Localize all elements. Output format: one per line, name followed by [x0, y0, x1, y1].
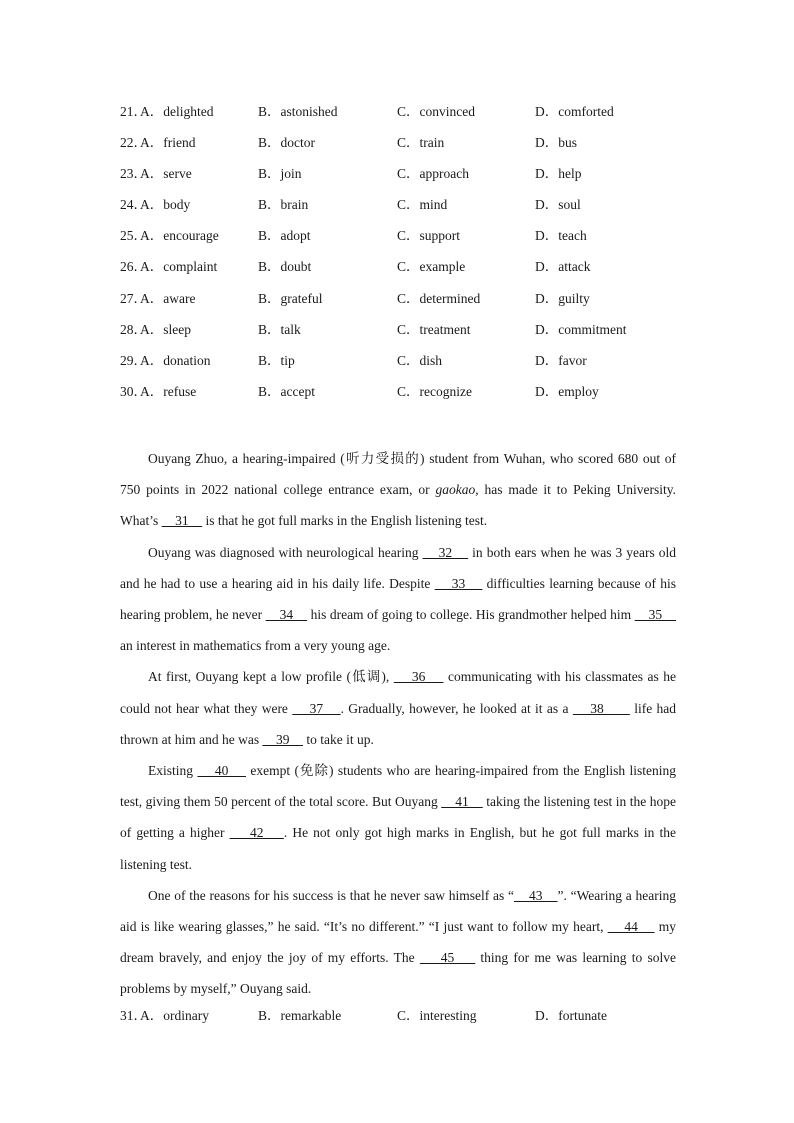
question-number: 29． [120, 352, 147, 368]
text: to take it up. [302, 731, 374, 747]
option-c: C．approach [397, 166, 469, 182]
question-number: 31． [120, 1008, 147, 1023]
text: exempt (免除) students who are hearing-impaired from the English listening test, giving them 50 percent of the total score. But Ouyang [120, 763, 676, 810]
text: communicating with his classmates as he could not hear what they were [120, 669, 677, 716]
gaokao-italic: gaokao [435, 482, 476, 498]
blank-32: 32 [422, 544, 469, 560]
text: ”. “Wearing a hearing aid is like wearing glasses,” he said. “It’s no different.” “I just want to follow my heart, [120, 887, 677, 935]
question-number: 30． [120, 383, 147, 399]
option-d: D．employ [535, 383, 599, 399]
cloze-passage [120, 443, 676, 1005]
question-number: 21． [120, 104, 147, 119]
option-row-22 [120, 132, 700, 163]
text: difficulties learning because of his hearing problem, he never [120, 575, 676, 623]
blank-44: 44 [607, 919, 655, 935]
option-b: B．doctor [258, 135, 315, 151]
text: in both ears when he was 3 years old and he had to use a hearing aid in his daily life. Despite [120, 544, 676, 591]
question-number: 28． [120, 321, 147, 337]
option-row-28 [120, 319, 700, 350]
blank-38: 38 [572, 700, 630, 716]
text: life had thrown at him and he was [120, 700, 677, 747]
option-row-31 [120, 1005, 700, 1036]
option-row-21 [120, 101, 700, 132]
option-b: B．accept [258, 383, 315, 399]
blank-40: 40 [197, 763, 246, 779]
option-a: A．sleep [140, 321, 191, 337]
option-row-24 [120, 194, 700, 225]
option-c: C．interesting [397, 1008, 477, 1023]
paragraph-5 [120, 880, 676, 1005]
option-c: C．treatment [397, 321, 471, 337]
option-d: D．guilty [535, 290, 590, 306]
option-b: B．remarkable [258, 1008, 342, 1023]
blank-37: 37 [292, 700, 341, 716]
blank-39: 39 [262, 731, 303, 747]
text: At first, Ouyang kept a low profile (低调), [148, 669, 394, 685]
option-d: D．attack [535, 259, 591, 275]
blank-33: 33 [434, 575, 483, 591]
option-d: D．comforted [535, 104, 614, 119]
option-d: D．teach [535, 228, 587, 244]
text: One of the reasons for his success is that he never saw himself as “ [148, 887, 514, 903]
option-b: B．doubt [258, 259, 312, 275]
options-list-21-30 [120, 101, 700, 412]
text: an interest in mathematics from a very young age. [120, 638, 391, 654]
question-number: 23． [120, 166, 147, 182]
option-c: C．train [397, 135, 445, 151]
text: , has made it to Peking University. What’s [120, 482, 676, 529]
option-b: B．tip [258, 352, 295, 368]
option-a: A．aware [140, 290, 196, 306]
option-b: B．join [258, 166, 302, 182]
option-row-27 [120, 288, 700, 319]
option-b: B．adopt [258, 228, 311, 244]
blank-34: 34 [265, 607, 308, 623]
option-row-29 [120, 350, 700, 381]
option-d: D．fortunate [535, 1008, 607, 1023]
blank-42: 42 [229, 825, 284, 841]
text: my dream bravely, and enjoy the joy of my efforts. The [120, 919, 676, 966]
option-a: A．delighted [140, 104, 214, 119]
text: Existing [148, 763, 198, 779]
option-b: B．talk [258, 321, 301, 337]
option-d: D．bus [535, 135, 578, 151]
blank-43: 43 [513, 887, 558, 903]
question-number: 22． [120, 135, 147, 151]
option-c: C．example [397, 259, 466, 275]
option-b: B．astonished [258, 104, 338, 119]
option-b: B．grateful [258, 290, 323, 306]
option-a: A．ordinary [140, 1008, 209, 1023]
text: his dream of going to college. His grandmother helped him [307, 607, 635, 623]
text: thing for me was learning to solve problems by myself,” Ouyang said. [120, 950, 677, 997]
option-c: C．convinced [397, 104, 475, 119]
blank-31: 31 [161, 513, 203, 529]
paragraph-3 [120, 661, 676, 755]
option-b: B．brain [258, 197, 309, 213]
text: . Gradually, however, he looked at it as a [340, 700, 573, 716]
blank-41: 41 [441, 794, 483, 810]
option-a: A．donation [140, 352, 211, 368]
text: is that he got full marks in the English listening test. [202, 513, 488, 529]
option-a: A．complaint [140, 259, 218, 275]
option-c: C．recognize [397, 383, 472, 399]
option-a: A．encourage [140, 228, 219, 244]
option-row-26 [120, 256, 700, 287]
option-c: C．dish [397, 352, 443, 368]
option-c: C．determined [397, 290, 481, 306]
question-number: 24． [120, 197, 147, 213]
option-d: D．help [535, 166, 582, 182]
option-row-23 [120, 163, 700, 194]
option-a: A．friend [140, 135, 196, 151]
text: taking the listening test in the hope of getting a higher [120, 794, 676, 841]
option-d: D．commitment [535, 321, 627, 337]
option-d: D．favor [535, 352, 587, 368]
option-d: D．soul [535, 197, 581, 213]
paragraph-4 [120, 755, 676, 880]
text: . He not only got high marks in English, but he got full marks in the listening test. [120, 825, 677, 872]
blank-36: 36 [393, 669, 444, 685]
option-a: A．serve [140, 166, 192, 182]
paragraph-2 [120, 537, 676, 662]
text: Ouyang was diagnosed with neurological hearing [148, 544, 423, 560]
question-number: 26． [120, 259, 147, 275]
text: Ouyang Zhuo, a hearing-impaired (听力受损的) student from Wuhan, who scored 680 out of 750 points in 2022 national college entrance exam, or [120, 451, 676, 498]
option-c: C．support [397, 228, 461, 244]
option-a: A．body [140, 197, 191, 213]
blank-35: 35 [634, 607, 676, 623]
question-number: 25． [120, 228, 147, 244]
option-row-25 [120, 225, 700, 256]
question-number: 27． [120, 290, 147, 306]
paragraph-1 [120, 443, 676, 537]
option-c: C．mind [397, 197, 448, 213]
option-row-30 [120, 381, 700, 412]
blank-45: 45 [419, 950, 476, 966]
option-a: A．refuse [140, 383, 197, 399]
